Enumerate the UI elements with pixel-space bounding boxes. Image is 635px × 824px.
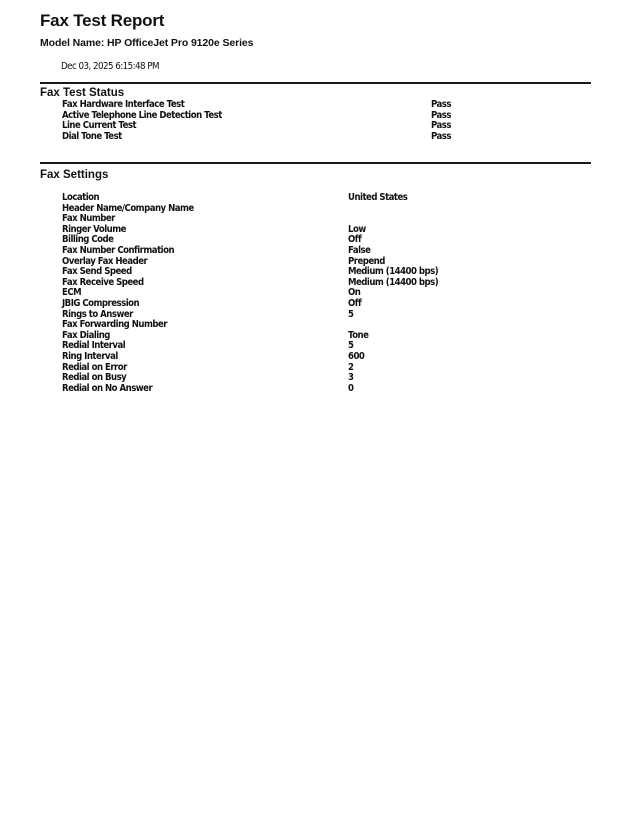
setting-value: 600 [348,350,365,362]
setting-label: Redial Interval [62,340,126,352]
setting-label: Overlay Fax Header [62,255,148,267]
setting-label: Redial on Busy [62,372,127,384]
fax-test-status-heading: Fax Test Status [40,87,125,99]
test-result: Pass [431,99,451,110]
setting-label: Fax Dialing [62,329,110,341]
setting-value: 0 [348,382,354,394]
fax-test-status-list [0,100,635,142]
fax-settings-list [0,193,635,394]
report-title: Fax Test Report [40,11,165,30]
setting-value: Off [348,297,362,309]
report-timestamp: Dec 03, 2025 6:15:48 PM [61,61,159,72]
setting-label: Fax Send Speed [62,266,132,278]
test-label: Active Telephone Line Detection Test [62,109,222,121]
setting-value: Tone [348,329,369,341]
setting-label: Ringer Volume [62,223,126,235]
model-name: Model Name: HP OfficeJet Pro 9120e Series [40,37,254,49]
section-divider [40,162,591,164]
setting-value: False [348,244,371,256]
test-row [0,132,635,143]
setting-value: United States [348,192,408,203]
setting-label: Fax Forwarding Number [62,319,168,331]
setting-value: 2 [348,361,354,373]
setting-label: Location [62,192,100,203]
setting-value: Low [348,223,366,235]
setting-value: Medium (14400 bps) [348,266,439,278]
setting-label: ECM [62,287,82,299]
setting-label: Fax Number [62,213,115,225]
setting-value: On [348,287,361,299]
fax-settings-heading: Fax Settings [40,169,109,181]
setting-label: Billing Code [62,234,114,246]
setting-value: Medium (14400 bps) [348,276,439,288]
test-label: Fax Hardware Interface Test [62,99,185,110]
setting-value: 3 [348,372,354,384]
setting-label: Header Name/Company Name [62,202,194,214]
setting-label: Fax Number Confirmation [62,244,175,256]
setting-value: Off [348,234,362,246]
setting-value: Prepend [348,255,385,267]
setting-value: 5 [348,308,354,320]
test-result: Pass [431,130,451,142]
setting-row [0,278,635,289]
setting-label: Rings to Answer [62,308,133,320]
test-result: Pass [431,109,451,121]
setting-label: JBIG Compression [62,297,140,309]
setting-row [0,384,635,395]
setting-label: Redial on No Answer [62,382,153,394]
setting-label: Ring Interval [62,350,118,362]
setting-value: 5 [348,340,354,352]
test-result: Pass [431,120,451,132]
test-label: Dial Tone Test [62,130,122,142]
test-label: Line Current Test [62,120,137,132]
setting-label: Fax Receive Speed [62,276,144,288]
setting-label: Redial on Error [62,361,127,373]
section-divider [40,82,591,84]
